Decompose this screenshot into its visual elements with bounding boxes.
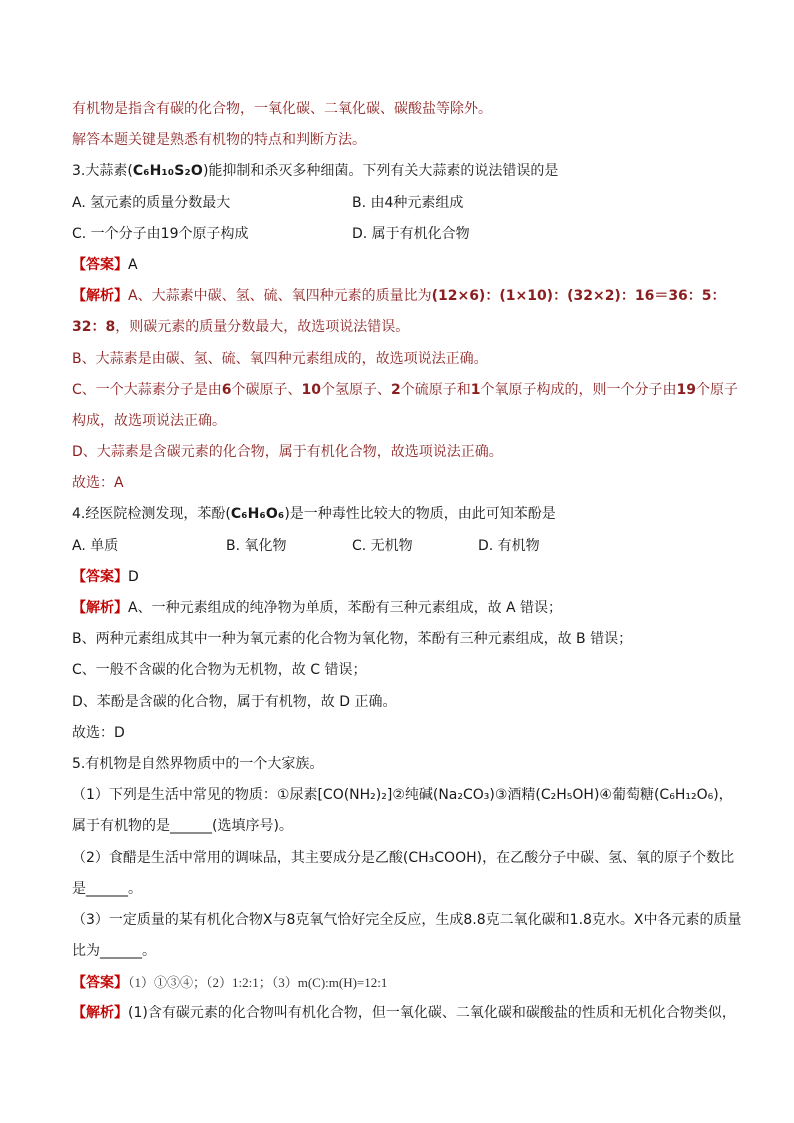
sub-question-3: （3）一定质量的某有机化合物X与8克氧气恰好完全反应，生成8.8克二氧化碳和1.8克水。X中各元素的质量 xyxy=(72,911,742,928)
answer-value: D xyxy=(128,568,139,585)
option-a: A. 单质 xyxy=(72,537,119,554)
text-run: )能抑制和杀灭多种细菌。下列有关大蒜素的说法错误的是 xyxy=(202,163,559,180)
analysis-line: B、两种元素组成其中一种为氧元素的化合物为氧化物，苯酚有三种元素组成，故 B 错误； xyxy=(72,631,633,648)
question-4-options-row xyxy=(72,531,762,562)
text-run: 个氧原子构成的，则一个分子由 xyxy=(480,381,677,398)
text-run: 构成，故选项说法正确。 xyxy=(72,412,226,429)
text-run: A、大蒜素中碳、氢、硫、氧四种元素的质量比为 xyxy=(128,288,432,305)
answer-label: 【答案】 xyxy=(72,568,128,585)
analysis-text: (1)含有碳元素的化合物叫有机化合物，但一氧化碳、二氧化碳和碳酸盐的性质和无机化合物类似， xyxy=(128,1005,736,1022)
emphasis-text: 2 xyxy=(391,381,401,398)
question-3-stem xyxy=(72,156,762,187)
text-run: D、大蒜素是含碳元素的化合物，属于有机化合物，故选项说法正确。 xyxy=(72,444,503,461)
emphasis-text: 19 xyxy=(676,381,696,398)
emphasis-text: 1 xyxy=(470,381,481,398)
analysis-text: A、一种元素组成的纯净物为单质，苯酚有三种元素组成，故 A 错误； xyxy=(128,600,563,616)
analysis-line xyxy=(72,281,762,312)
option-d: D. 有机物 xyxy=(478,537,540,554)
text-run: 个氢原子、 xyxy=(321,381,392,398)
option-c: C. 一个分子由19个原子构成 xyxy=(72,225,249,242)
sub-question-3-continued: 比为______。 xyxy=(72,943,156,960)
text-run: 个碳原子、 xyxy=(231,381,302,398)
option-a: A. 氢元素的质量分数最大 xyxy=(72,194,231,211)
text-run: 个原子 xyxy=(696,381,738,398)
answer-value: （1）①③④；（2）1:2:1；（3）m(C):m(H)=12:1 xyxy=(128,975,388,991)
text-run: B、大蒜素是由碳、氢、硫、氧四种元素组成的，故选项说法正确。 xyxy=(72,350,488,367)
answer-label: 【答案】 xyxy=(72,975,128,992)
analysis-line xyxy=(72,375,762,406)
page-content xyxy=(72,94,762,1030)
text-run: 3.大蒜素( xyxy=(72,163,133,180)
emphasis-text: (12×6)：(1×10)：(32×2)：16＝36：5： xyxy=(431,288,726,305)
option-b: B. 由4种元素组成 xyxy=(352,194,464,211)
analysis-label: 【解析】 xyxy=(72,1005,128,1022)
analysis-line xyxy=(72,406,762,437)
sub-question-2-continued: 是______。 xyxy=(72,880,142,897)
emphasis-text: 6 xyxy=(221,381,232,398)
answer-value: A xyxy=(128,256,138,273)
question-5-answer xyxy=(72,967,762,998)
analysis-line: C、一般不含碳的化合物为无机物，故 C 错误； xyxy=(72,662,367,679)
analysis-line xyxy=(72,312,762,343)
text-run: 个硫原子和 xyxy=(400,381,471,398)
question-4-answer xyxy=(72,562,762,593)
emphasis-text: 10 xyxy=(301,381,322,398)
sub-question-1-continued: 属于有机物的是______(选填序号)。 xyxy=(72,818,293,835)
analysis-line: D、苯酚是含碳的化合物，属于有机物，故 D 正确。 xyxy=(72,693,397,710)
text-run: ，则碳元素的质量分数最大，故选项说法错误。 xyxy=(115,319,410,336)
text-run: C、一个大蒜素分子是由 xyxy=(72,381,222,398)
emphasis-text: 32：8 xyxy=(72,319,116,336)
analysis-label: 【解析】 xyxy=(72,600,128,616)
analysis-line xyxy=(72,998,762,1029)
option-c: C. 无机物 xyxy=(352,537,413,554)
conclusion: 故选：D xyxy=(72,724,125,741)
analysis-text xyxy=(128,288,726,304)
question-3-options-row xyxy=(72,188,762,219)
chemical-formula: C₆H₆O₆ xyxy=(230,506,285,523)
text-run: 4.经医院检测发现，苯酚( xyxy=(72,506,231,523)
analysis-line xyxy=(72,437,762,468)
question-3-options-row xyxy=(72,219,762,250)
chemical-formula: C₆H₁₀S₂O xyxy=(132,163,203,180)
sub-question-2: （2）食醋是生活中常用的调味品，其主要成分是乙酸(CH₃COOH)，在乙酸分子中碳、氢、氧的原子个数比 xyxy=(72,849,735,866)
analysis-line xyxy=(72,593,762,624)
answer-label: 【答案】 xyxy=(72,256,128,273)
conclusion: 故选：A xyxy=(72,475,124,492)
sub-question-1: （1）下列是生活中常见的物质：①尿素[CO(NH₂)₂]②纯碱(Na₂CO₃)③酒精(C₂H₅OH)④葡萄糖(C₆H₁₂O₆)， xyxy=(72,787,733,804)
intro-note: 有机物是指含有碳的化合物，一氧化碳、二氧化碳、碳酸盐等除外。 xyxy=(72,101,492,117)
analysis-line xyxy=(72,344,762,375)
analysis-label: 【解析】 xyxy=(72,288,128,305)
intro-note: 解答本题关键是熟悉有机物的特点和判断方法。 xyxy=(72,132,366,149)
option-d: D. 属于有机化合物 xyxy=(352,225,470,242)
question-3-answer xyxy=(72,250,762,281)
question-4-stem xyxy=(72,499,762,530)
text-run: )是一种毒性比较大的物质，由此可知苯酚是 xyxy=(284,506,556,523)
question-5-stem: 5.有机物是自然界物质中的一个大家族。 xyxy=(72,755,324,772)
option-b: B. 氧化物 xyxy=(226,537,287,554)
